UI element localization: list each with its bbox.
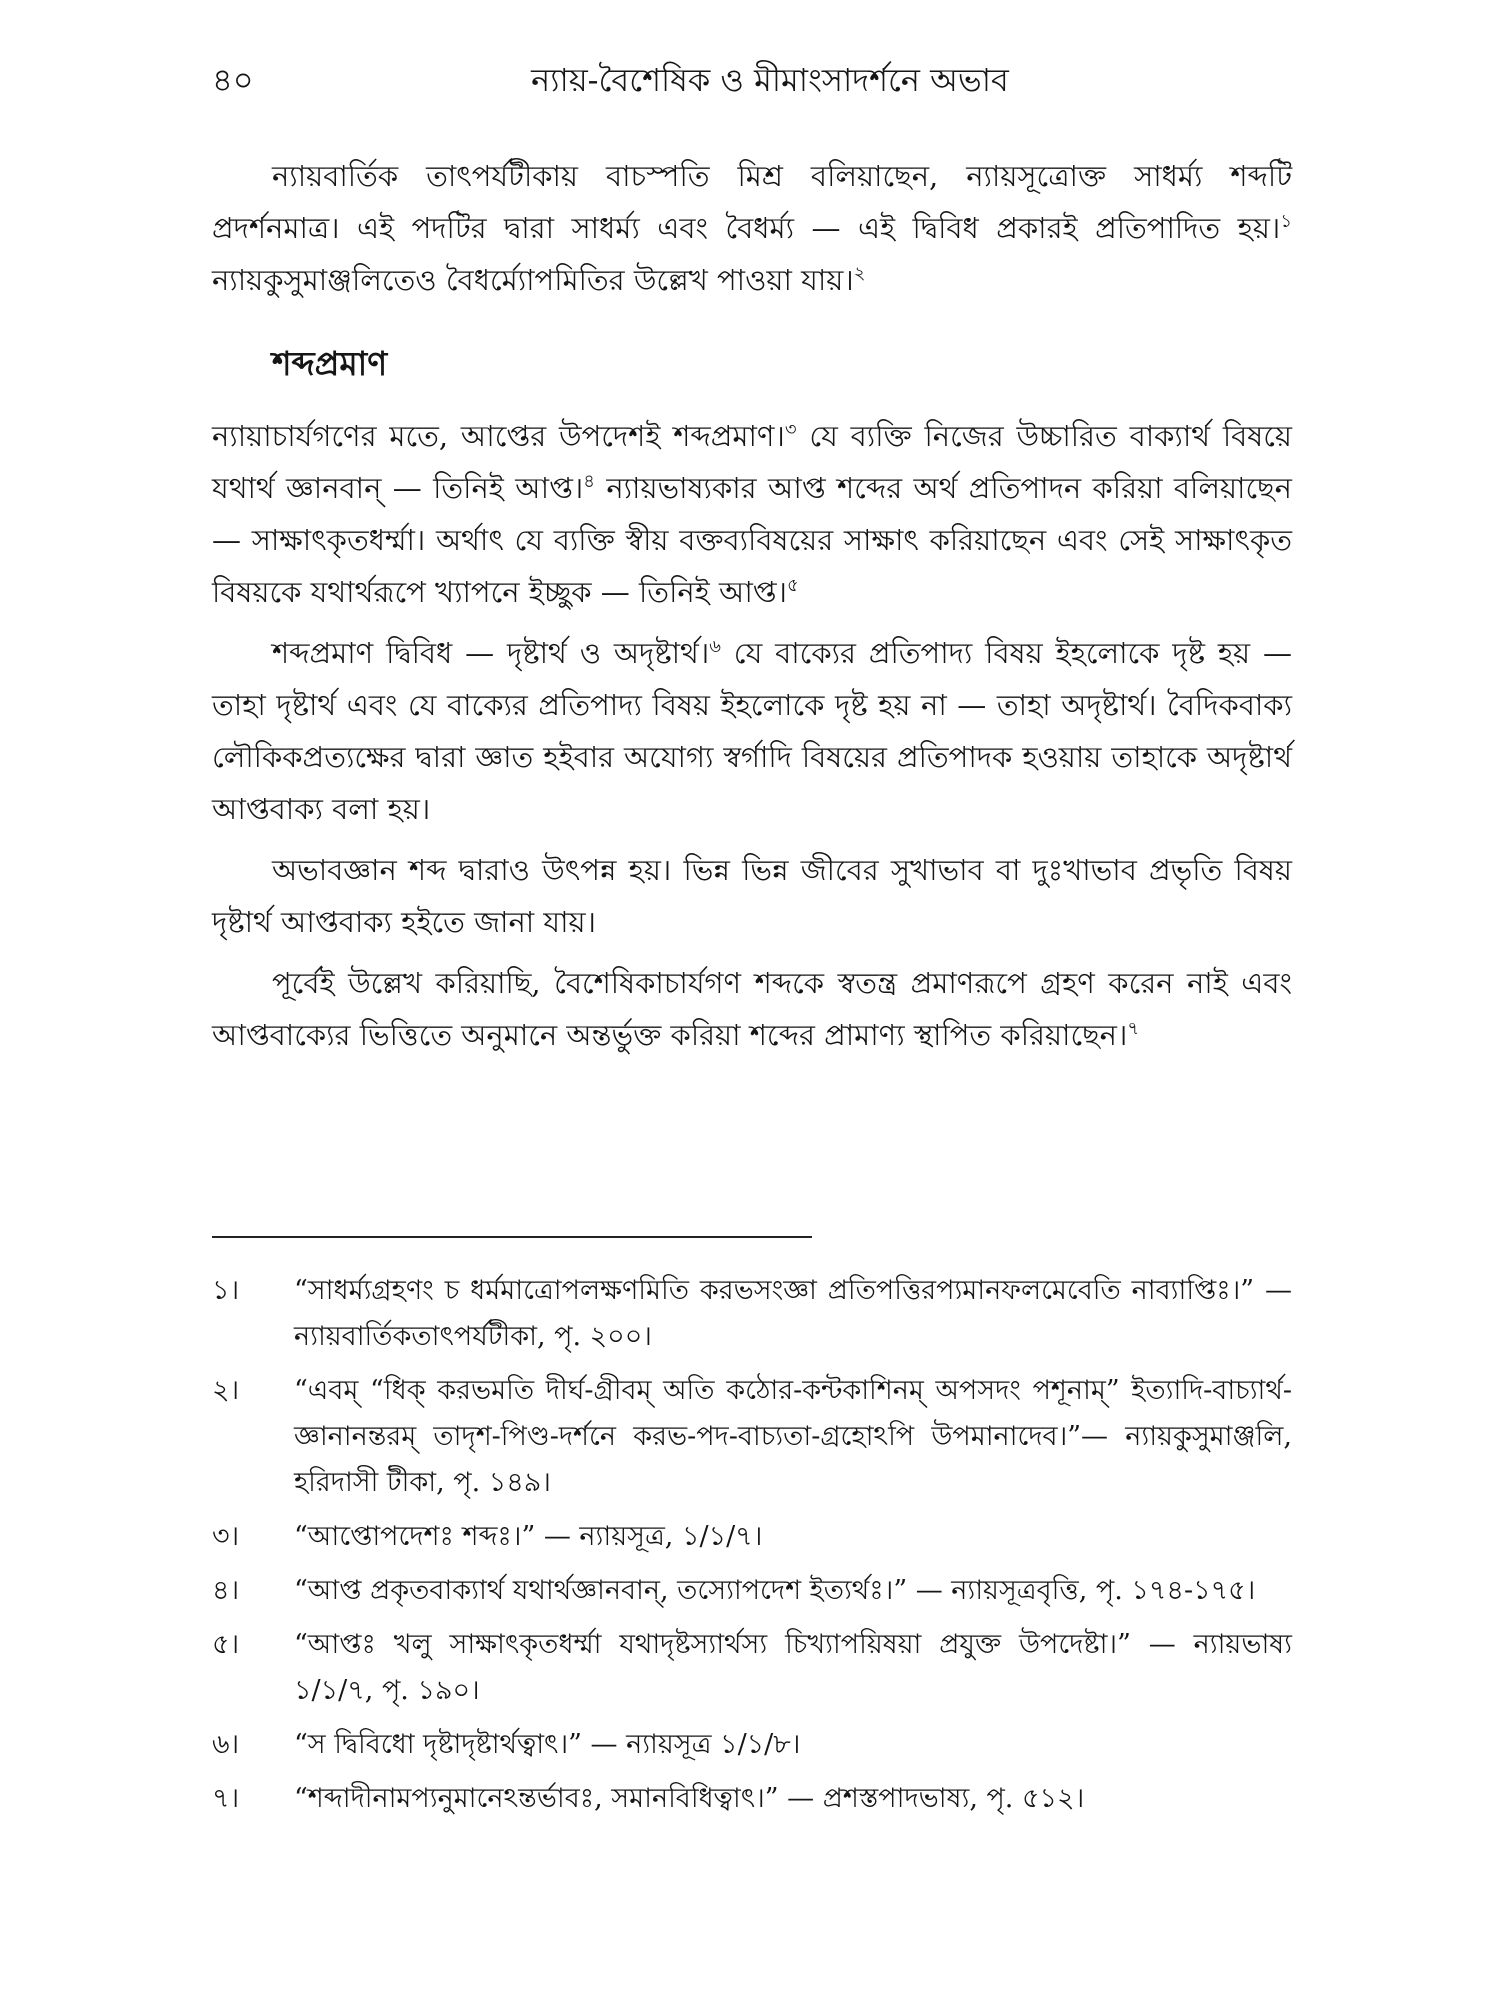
paragraph-text: যে ব্যক্তি নিজের উচ্চারিত বাক্যার্থ বিষয়ে যথার্থ জ্ঞানবান্ — তিনিই আপ্ত। <box>212 419 1292 505</box>
footnote-number: ৩। <box>212 1521 240 1552</box>
paragraph-text: ন্যায়বার্তিক তাৎপর্যটীকায় বাচস্পতি মিশ্র বলিয়াছেন, ন্যায়সূত্রোক্ত সাধর্ম্য শব্দটি প্রদর্শনমাত্র। এই পদটির দ্বারা সাধর্ম্য এবং বৈধর্ম্য — এই দ্বিবিধ প্রকারই প্রতিপাদিত হয়। <box>212 159 1292 245</box>
footnote-ref: ২ <box>853 263 866 284</box>
footnote-text: “আপ্তঃ খলু সাক্ষাৎকৃতধর্ম্মা যথাদৃষ্টস্যার্থস্য চিখ্যাপয়িষয়া প্রযুক্ত উপদেষ্টা।” — ন্যায়ভাষ্য ১/১/৭, পৃ. ১৯০। <box>294 1629 1292 1706</box>
paragraph-1 <box>212 150 1292 306</box>
page-number: ৪০ <box>212 61 254 99</box>
footnote-ref: ৩ <box>784 419 797 440</box>
paragraph-5 <box>212 957 1292 1061</box>
paragraph-text: শব্দপ্রমাণ দ্বিবিধ — দৃষ্টার্থ ও অদৃষ্টার্থ। <box>272 636 710 670</box>
footnote-number: ৬। <box>212 1729 240 1760</box>
footnote-text: “এবম্ “ধিক্ করভমতি দীর্ঘ-গ্রীবম্ অতি কঠোর-কন্টকাশিনম্ অপসদং পশূনাম্” ইত্যাদি-বাচ্যার্থ-জ্ঞানানন্তরম্ তাদৃশ-পিণ্ড-দর্শনে করভ-পদ-বাচ্যতা-গ্রহোঽপি উপমানাদেব।”— ন্যায়কুসুমাঞ্জলি, হরিদাসী টীকা, পৃ. ১৪৯। <box>294 1375 1292 1498</box>
page-header <box>212 52 1288 112</box>
footnote-number: ৪। <box>212 1575 240 1606</box>
footnote-text: “স দ্বিবিধো দৃষ্টাদৃষ্টার্থত্বাৎ।” — ন্যায়সূত্র ১/১/৮। <box>294 1729 801 1760</box>
footnotes <box>212 1268 1292 1830</box>
footnote-text: “আপ্ত প্রকৃতবাক্যার্থ যথার্থজ্ঞানবান্, তস্যোপদেশ ইত্যর্থঃ।” — ন্যায়সূত্রবৃত্তি, পৃ. ১৭৪-১৭৫। <box>294 1575 1256 1606</box>
footnote-ref: ১ <box>1280 211 1292 232</box>
footnote-text: “সাধর্ম্যগ্রহণং চ ধর্মমাত্রোপলক্ষণমিতি করভসংজ্ঞা প্রতিপত্তিরপ্যমানফলমেবেতি নাব্যাপ্তিঃ।” — ন্যায়বার্তিকতাৎপর্যটীকা, পৃ. ২০০। <box>294 1275 1292 1352</box>
section-heading: শব্দপ্রমাণ <box>272 344 388 383</box>
footnote-item <box>212 1722 1292 1768</box>
footnote-item <box>212 1568 1292 1614</box>
footnote-number: ১। <box>212 1275 240 1306</box>
paragraph-text: ন্যায়ভাষ্যকার আপ্ত শব্দের অর্থ প্রতিপাদন করিয়া বলিয়াছেন — সাক্ষাৎকৃতধর্ম্মা। অর্থাৎ যে ব্যক্তি স্বীয় বক্তব্যবিষয়ের সাক্ষাৎ করিয়াছেন এবং সেই সাক্ষাৎকৃত বিষয়কে যথার্থরূপে খ্যাপনে ইচ্ছুক — তিনিই আপ্ত। <box>212 471 1292 609</box>
paragraph-text: ন্যায়কুসুমাঞ্জলিতেও বৈধর্ম্যোপমিতির উল্লেখ পাওয়া যায়। <box>212 263 854 297</box>
main-text <box>212 150 1292 1070</box>
paragraph-4 <box>212 844 1292 948</box>
footnote-ref: ৪ <box>583 471 595 492</box>
paragraph-text: ন্যায়াচার্যগণের মতে, আপ্তের উপদেশই শব্দপ্রমাণ। <box>212 419 785 453</box>
footnote-item <box>212 1622 1292 1714</box>
footnote-item <box>212 1368 1292 1506</box>
running-title: ন্যায়-বৈশেষিক ও মীমাংসাদর্শনে অভাব <box>531 61 1009 99</box>
footnote-number: ২। <box>212 1375 240 1406</box>
paragraph-text: যে বাক্যের প্রতিপাদ্য বিষয় ইহলোকে দৃষ্ট হয় — তাহা দৃষ্টার্থ এবং যে বাক্যের প্রতিপাদ্য বিষয় ইহলোকে দৃষ্ট হয় না — তাহা অদৃষ্টার্থ। বৈদিকবাক্য লৌকিকপ্রত্যক্ষের দ্বারা জ্ঞাত হইবার অযোগ্য স্বর্গাদি বিষয়ের প্রতিপাদক হওয়ায় তাহাকে অদৃষ্টার্থ আপ্তবাক্য বলা হয়। <box>212 636 1292 826</box>
footnote-ref: ৬ <box>709 636 721 657</box>
footnote-ref: ৫ <box>787 575 799 596</box>
footnote-number: ৫। <box>212 1629 240 1660</box>
paragraph-text: পূর্বেই উল্লেখ করিয়াছি, বৈশেষিকাচার্যগণ শব্দকে স্বতন্ত্র প্রমাণরূপে গ্রহণ করেন নাই এবং আপ্তবাক্যের ভিত্তিতে অনুমানে অন্তর্ভুক্ত করিয়া শব্দের প্রামাণ্য স্থাপিত করিয়াছেন। <box>212 966 1292 1052</box>
footnote-ref: ৭ <box>1127 1018 1140 1039</box>
footnote-number: ৭। <box>212 1783 240 1814</box>
footnote-item <box>212 1514 1292 1560</box>
footnote-item <box>212 1268 1292 1360</box>
footnote-text: “আপ্তোপদেশঃ শব্দঃ।” — ন্যায়সূত্র, ১/১/৭। <box>294 1521 763 1552</box>
footnote-divider <box>212 1236 812 1238</box>
footnote-item <box>212 1776 1292 1822</box>
paragraph-text: অভাবজ্ঞান শব্দ দ্বারাও উৎপন্ন হয়। ভিন্ন ভিন্ন জীবের সুখাভাব বা দুঃখাভাব প্রভৃতি বিষয় দৃষ্টার্থ আপ্তবাক্য হইতে জানা যায়। <box>212 853 1292 939</box>
footnote-text: “শব্দাদীনামপ্যনুমানেঽন্তর্ভাবঃ, সমানবিধিত্বাৎ।” — প্রশস্তপাদভাষ্য, পৃ. ৫১২। <box>294 1783 1085 1814</box>
paragraph-3 <box>212 627 1292 835</box>
paragraph-2 <box>212 410 1292 618</box>
